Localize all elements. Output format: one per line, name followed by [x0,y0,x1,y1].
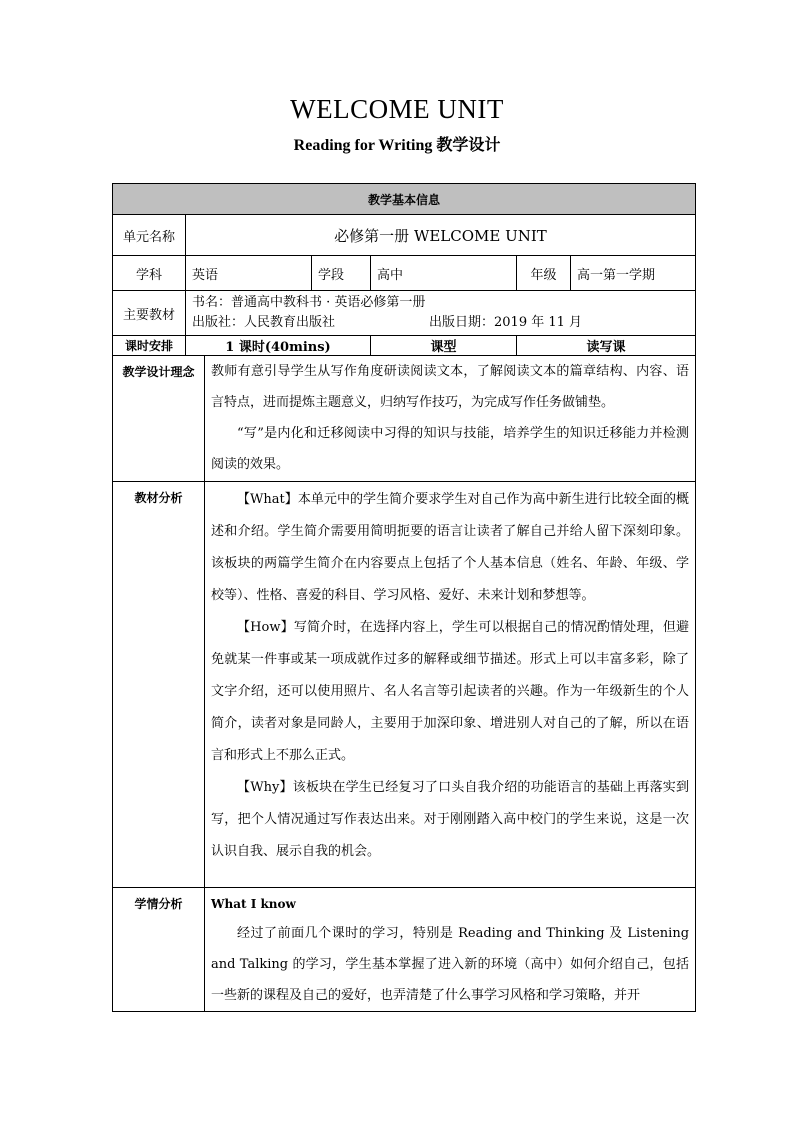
analysis-content [205,482,696,888]
unit-row [113,215,696,256]
unit-value: 必修第一册 WELCOME UNIT [186,215,696,256]
schedule-label: 课时安排 [113,336,186,356]
analysis-what: 【What】本单元中的学生简介要求学生对自己作为高中新生进行比较全面的概述和介绍。学生简介需要用简明扼要的语言让读者了解自己并给人留下深刻印象。该板块的两篇学生简介在内容要点上包括了个人基本信息（姓名、年龄、年级、学校等）、性格、喜爱的科目、学习风格、爱好、未来计划和梦想等。 [211,492,690,603]
type-value: 读写课 [517,336,696,356]
material-publisher: 出版社：人民教育出版社 [192,315,336,330]
learner-heading: What I know [211,897,296,911]
material-source-line [192,313,689,333]
type-label: 课型 [371,336,517,356]
material-label: 主要教材 [113,291,186,336]
lesson-info-table [112,183,696,1012]
analysis-how: 【How】写简介时，在选择内容上，学生可以根据自己的情况酌情处理，但避免就某一件事或某一项成就作过多的解释或细节描述。形式上可以丰富多彩，除了文字介绍，还可以使用照片、名人名言等引起读者的兴趣。作为一年级新生的个人简介，读者对象是同龄人，主要用于加深印象、增进别人对自己的了解，所以在语言和形式上不那么正式。 [211,620,690,763]
material-row [113,291,696,336]
grade-label: 年级 [517,256,571,291]
learner-content [205,888,696,1012]
subject-label: 学科 [113,256,186,291]
table-header: 教学基本信息 [113,184,696,215]
design-label: 教学设计理念 [113,356,205,482]
unit-label: 单元名称 [113,215,186,256]
document-subtitle: Reading for Writing 教学设计 [293,137,501,154]
analysis-label: 教材分析 [113,482,205,888]
schedule-row [113,336,696,356]
material-info [186,291,696,336]
learner-row [113,888,696,1012]
stage-label: 学段 [312,256,371,291]
table-header-row [113,184,696,215]
design-content [205,356,696,482]
material-book: 书名：普通高中教科书 · 英语必修第一册 [192,295,426,310]
subject-value: 英语 [186,256,312,291]
document-title: WELCOME UNIT [290,94,504,124]
grade-value: 高一第一学期 [571,256,696,291]
design-row [113,356,696,482]
learner-paragraph: 经过了前面几个课时的学习，特别是 Reading and Thinking 及 Listening and Talking 的学习，学生基本掌握了进入新的环境（高中）如何介绍自己，包括一些新的课程及自己的爱好，也弄清楚了什么事学习风格和学习策略，并开 [211,926,690,1003]
analysis-why: 【Why】该板块在学生已经复习了口头自我介绍的功能语言的基础上再落实到写，把个人情况通过写作表达出来。对于刚刚踏入高中校门的学生来说，这是一次认识自我、展示自我的机会。 [211,780,690,859]
material-date: 出版日期：2019 年 11 月 [429,315,583,330]
design-paragraph: 教师有意引导学生从写作角度研读阅读文本，了解阅读文本的篇章结构、内容、语言特点，进而提炼主题意义，归纳写作技巧，为完成写作任务做铺垫。 [211,364,690,410]
design-paragraph: “写”是内化和迁移阅读中习得的知识与技能，培养学生的知识迁移能力并检测阅读的效果。 [211,426,690,472]
analysis-row [113,482,696,888]
schedule-value: 1 课时(40mins) [186,336,371,356]
learner-label: 学情分析 [113,888,205,1012]
subject-row [113,256,696,291]
stage-value: 高中 [371,256,517,291]
